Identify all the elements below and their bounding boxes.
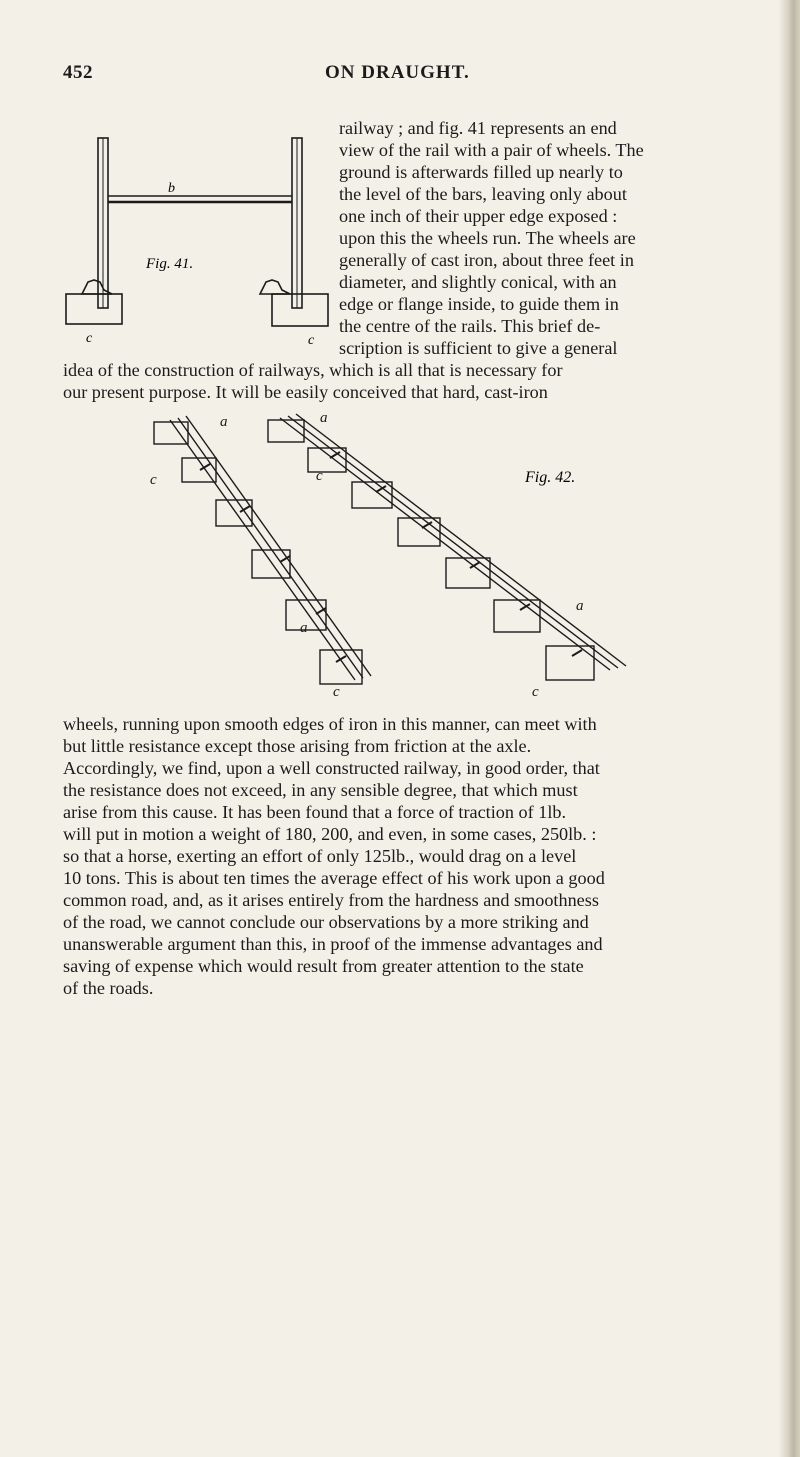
- text-line: upon this the wheels run. The wheels are: [339, 228, 636, 248]
- figure-42: [140, 400, 640, 700]
- text-line: 10 tons. This is about ten times the average effect of his work upon a good: [63, 868, 605, 888]
- text-line: saving of expense which would result from greater attention to the state: [63, 956, 584, 976]
- fig42-label-a: a: [320, 410, 328, 426]
- text-line: wheels, running upon smooth edges of iron in this manner, can meet with: [63, 714, 597, 734]
- text-line: of the road, we cannot conclude our observations by a more striking and: [63, 912, 589, 932]
- fig42-label-a: a: [300, 620, 308, 636]
- fig42-label-c: c: [150, 472, 157, 488]
- fig42-caption: Fig. 42.: [525, 469, 576, 486]
- stone-block: [308, 448, 346, 472]
- text-line: the resistance does not exceed, in any sensible degree, that which must: [63, 780, 578, 800]
- figure-41: [60, 132, 335, 370]
- left-rail-sleeper: [66, 294, 122, 324]
- page-edge: [778, 0, 800, 1457]
- fig42-label-c: c: [316, 468, 323, 484]
- text-line: the level of the bars, leaving only about: [339, 184, 627, 204]
- text-line: edge or flange inside, to guide them in: [339, 294, 619, 314]
- text-line: diameter, and slightly conical, with an: [339, 272, 617, 292]
- fig42-label-a: a: [220, 414, 228, 430]
- text-line: will put in motion a weight of 180, 200, and even, in some cases, 250lb. :: [63, 824, 597, 844]
- page-number: 452: [63, 62, 93, 83]
- right-rail-head: [260, 280, 290, 294]
- text-line: idea of the construction of railways, which is all that is necessary for: [63, 360, 563, 380]
- fig41-label-c-left: c: [86, 331, 93, 346]
- fig42-label-c: c: [532, 684, 539, 700]
- stone-block: [216, 500, 252, 526]
- right-rail-sleeper: [272, 294, 328, 326]
- text-line: the centre of the rails. This brief de-: [339, 316, 601, 336]
- stone-block: [546, 646, 594, 680]
- text-line: so that a horse, exerting an effort of only 125lb., would drag on a level: [63, 846, 577, 866]
- text-line: one inch of their upper edge exposed :: [339, 206, 618, 226]
- text-line: arise from this cause. It has been found that a force of traction of 1lb.: [63, 802, 567, 822]
- text-line: common road, and, as it arises entirely from the hardness and smoothness: [63, 890, 599, 910]
- right-rail-upper: [280, 418, 610, 670]
- page-header: [0, 62, 800, 86]
- stone-block: [494, 600, 540, 632]
- text-line: of the roads.: [63, 978, 154, 998]
- stone-block: [352, 482, 392, 508]
- fig41-label-c-right: c: [308, 333, 315, 348]
- text-line: railway ; and fig. 41 represents an end: [339, 118, 617, 138]
- fig42-label-a: a: [576, 598, 584, 614]
- left-rail-lower: [178, 418, 363, 678]
- text-line: ground is afterwards filled up nearly to: [339, 162, 623, 182]
- text-line: but little resistance except those arising from friction at the axle.: [63, 736, 532, 756]
- stone-block: [398, 518, 440, 546]
- text-line: Accordingly, we find, upon a well constructed railway, in good order, that: [63, 758, 600, 778]
- text-line: our present purpose. It will be easily conceived that hard, cast-iron: [63, 382, 548, 402]
- fig41-caption: Fig. 41.: [146, 256, 194, 272]
- text-line: unanswerable argument than this, in proof of the immense advantages and: [63, 934, 603, 954]
- fig42-label-c: c: [333, 684, 340, 700]
- text-line: generally of cast iron, about three feet in: [339, 250, 634, 270]
- running-title: ON DRAUGHT.: [325, 62, 470, 83]
- fig41-label-b: b: [168, 181, 175, 196]
- text-line: view of the rail with a pair of wheels. The: [339, 140, 644, 160]
- text-line: scription is sufficient to give a general: [339, 338, 618, 358]
